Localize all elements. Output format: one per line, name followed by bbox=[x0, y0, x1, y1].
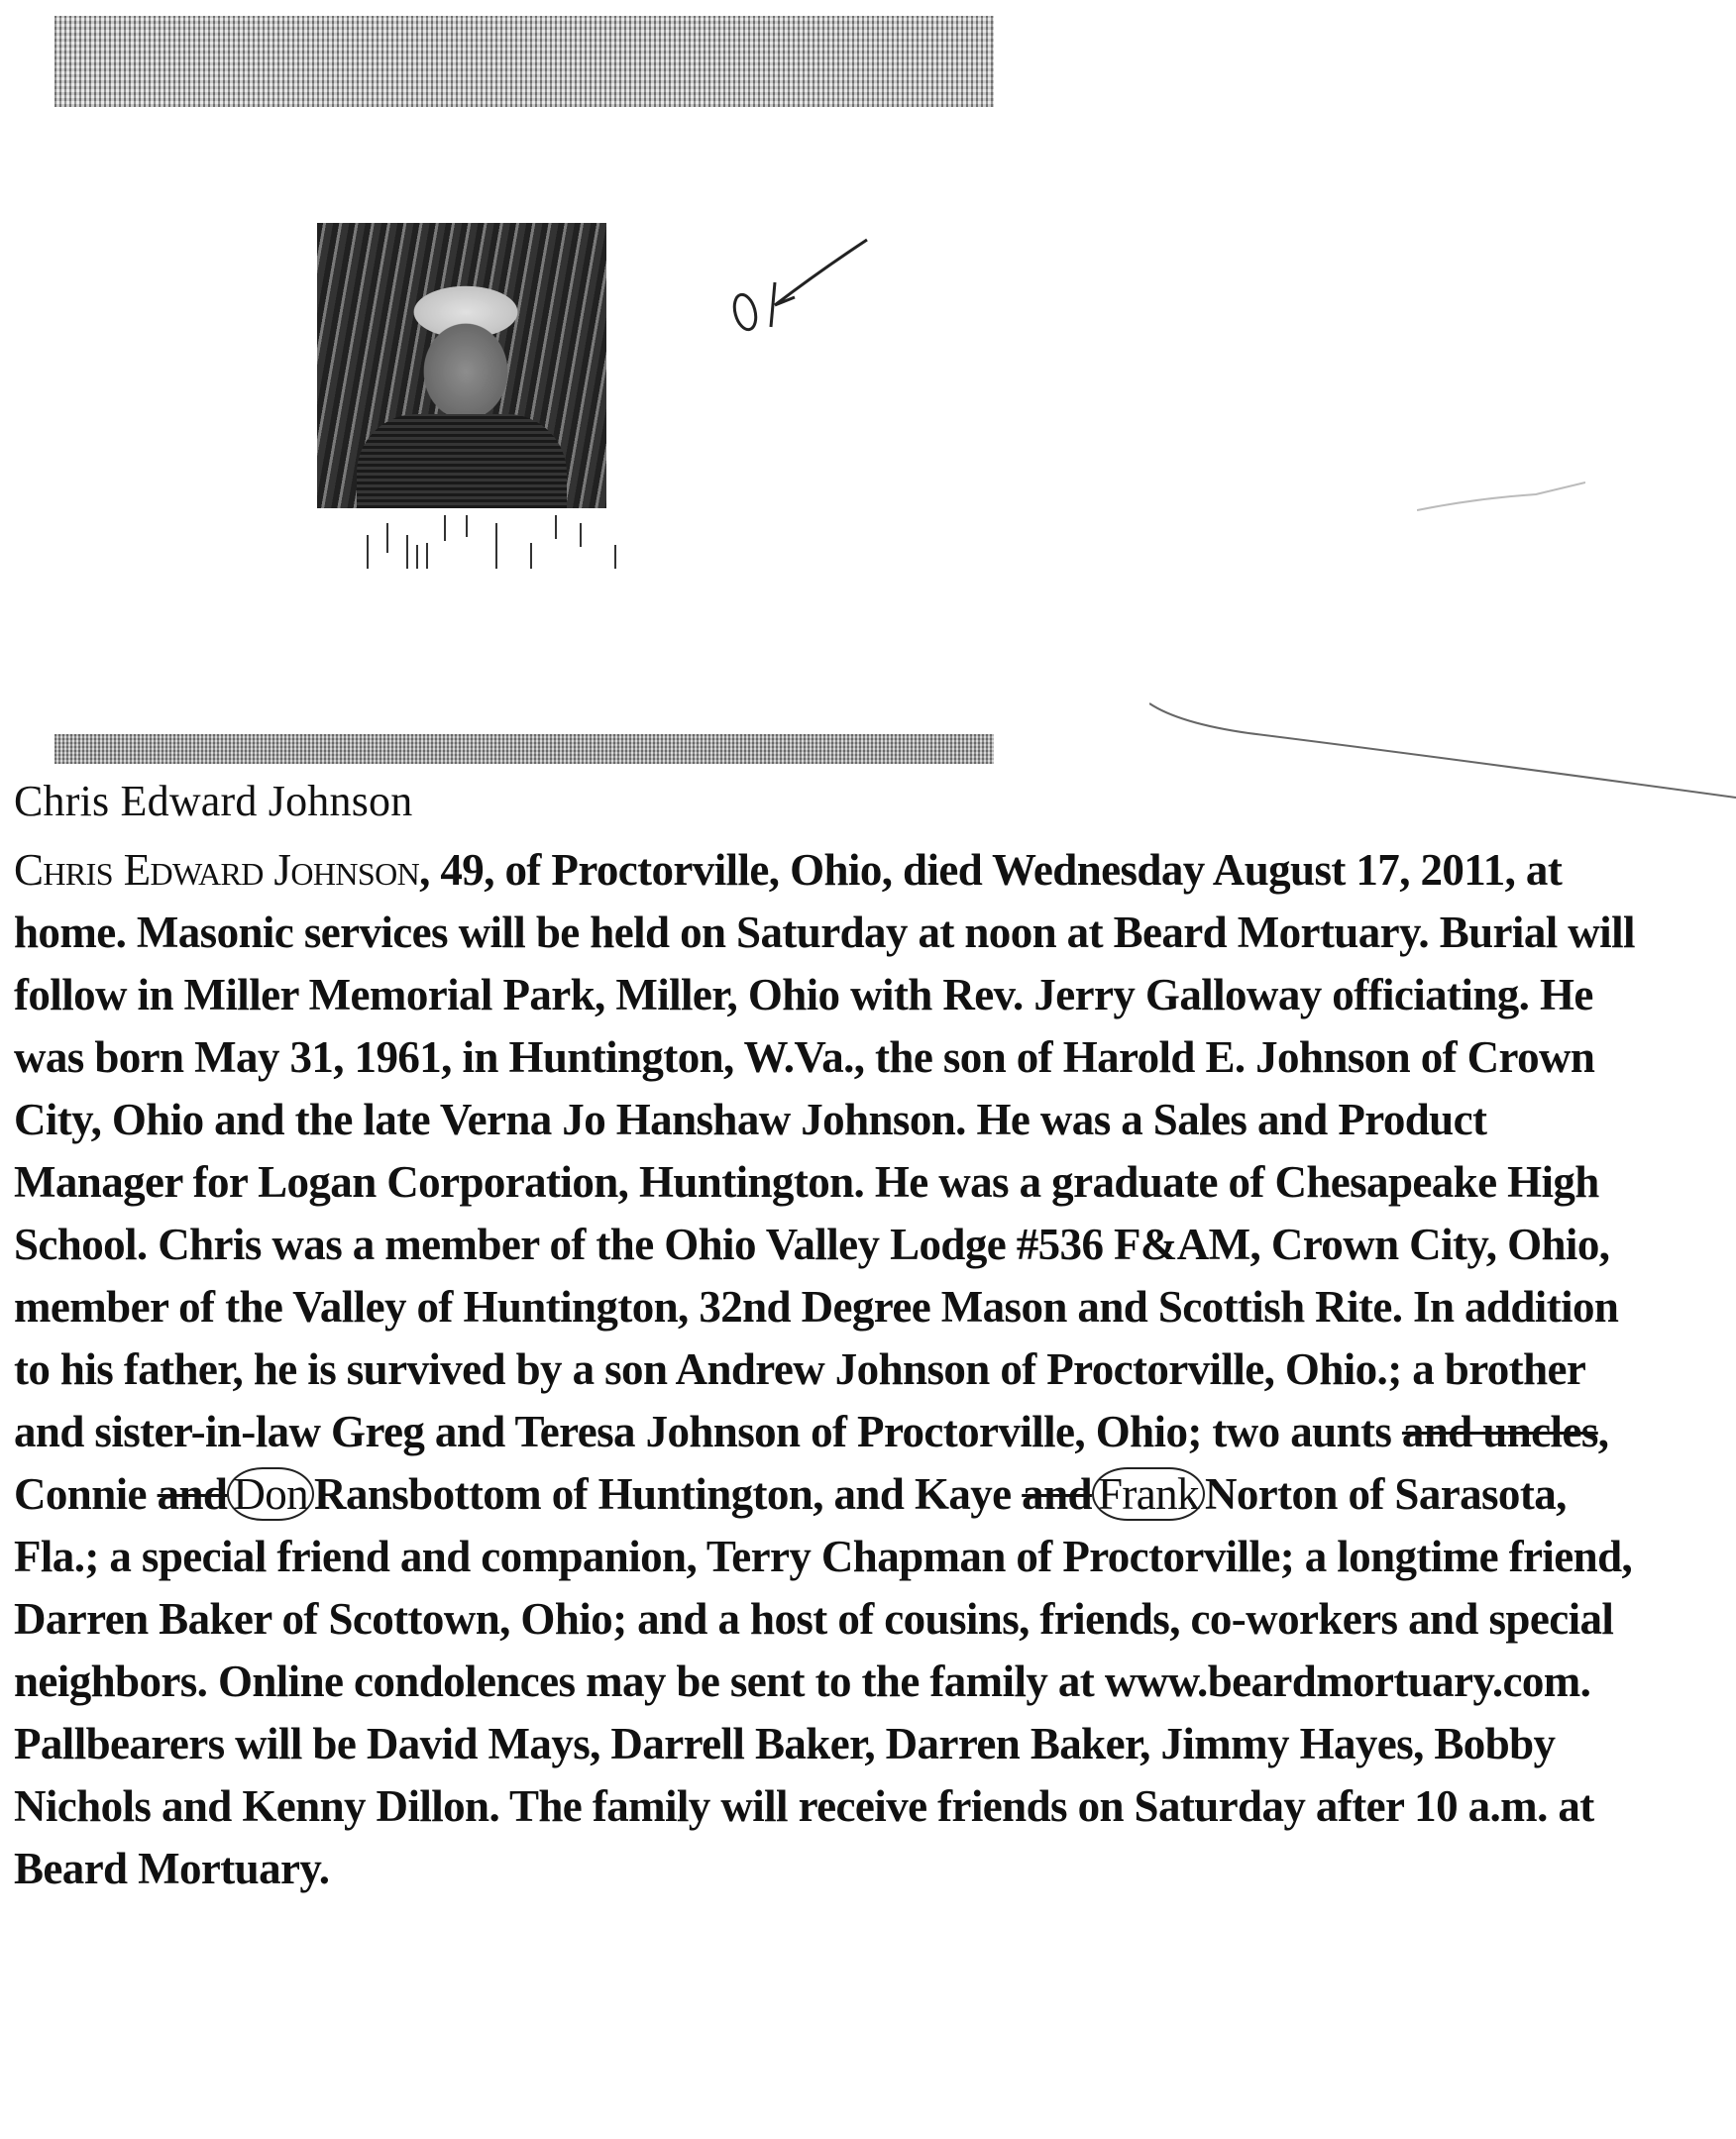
struck-out-text: and bbox=[1022, 1469, 1092, 1519]
handwritten-ok-note bbox=[723, 228, 892, 337]
scan-tick-marks bbox=[357, 515, 674, 585]
scan-divider-band bbox=[54, 734, 994, 764]
struck-out-text: and bbox=[157, 1469, 228, 1519]
obituary-lead-name: Chris Edward Johnson bbox=[14, 845, 420, 895]
obituary-text-part-4: Norton of Sarasota, Fla.; a special friend and companion, Terry Chapman of Proctorville; a longtime friend, Darren Baker of Scottown, Ohio; and a host of cousins, friends, co-workers and special neighbors. Online condolences may be sent to the family at www.beardmortuary.com. Pallbearers will be David Mays, Darrell Baker, Darren Baker, Jimmy Hayes, Bobby Nichols and Kenny Dillon. The family will receive friends on Saturday after 10 a.m. at Beard Mortuary. bbox=[14, 1469, 1633, 1893]
portrait-photo bbox=[317, 223, 606, 508]
obituary-text-part-1: , 49, of Proctorville, Ohio, died Wednesday August 17, 2011, at home. Masonic services will be held on Saturday at noon at Beard Mortuary. Burial will follow in Miller Memorial Park, Miller, Ohio with Rev. Jerry Galloway officiating. He was born May 31, 1961, in Huntington, W.Va., the son of Harold E. Johnson of Crown City, Ohio and the late Verna Jo Hanshaw Johnson. He was a Sales and Product Manager for Logan Corporation, Huntington. He was a graduate of Chesapeake High School. Chris was a member of the Ohio Valley Lodge #536 F&AM, Crown City, Ohio, member of the Valley of Huntington, 32nd Degree Mason and Scottish Rite. In addition to his father, he is survived by a son Andrew Johnson of Proctorville, Ohio.; a brother and sister-in-law Greg and Teresa Johnson of Proctorville, Ohio; two aunts bbox=[14, 845, 1635, 1456]
scan-header-band bbox=[54, 16, 994, 107]
scan-stray-line bbox=[1149, 684, 1736, 812]
obituary-text-part-2: , Connie bbox=[14, 1407, 1609, 1519]
struck-out-text: and uncles bbox=[1401, 1407, 1598, 1456]
obituary-text-part-3: Ransbottom of Huntington, and Kaye bbox=[314, 1469, 1023, 1519]
circled-name: Frank bbox=[1092, 1467, 1205, 1521]
obituary-body bbox=[14, 839, 1649, 1900]
photo-shirt bbox=[357, 414, 567, 508]
obituary-title: Chris Edward Johnson bbox=[14, 777, 413, 825]
circled-name: Don bbox=[227, 1467, 314, 1521]
scan-mark bbox=[1417, 481, 1585, 520]
